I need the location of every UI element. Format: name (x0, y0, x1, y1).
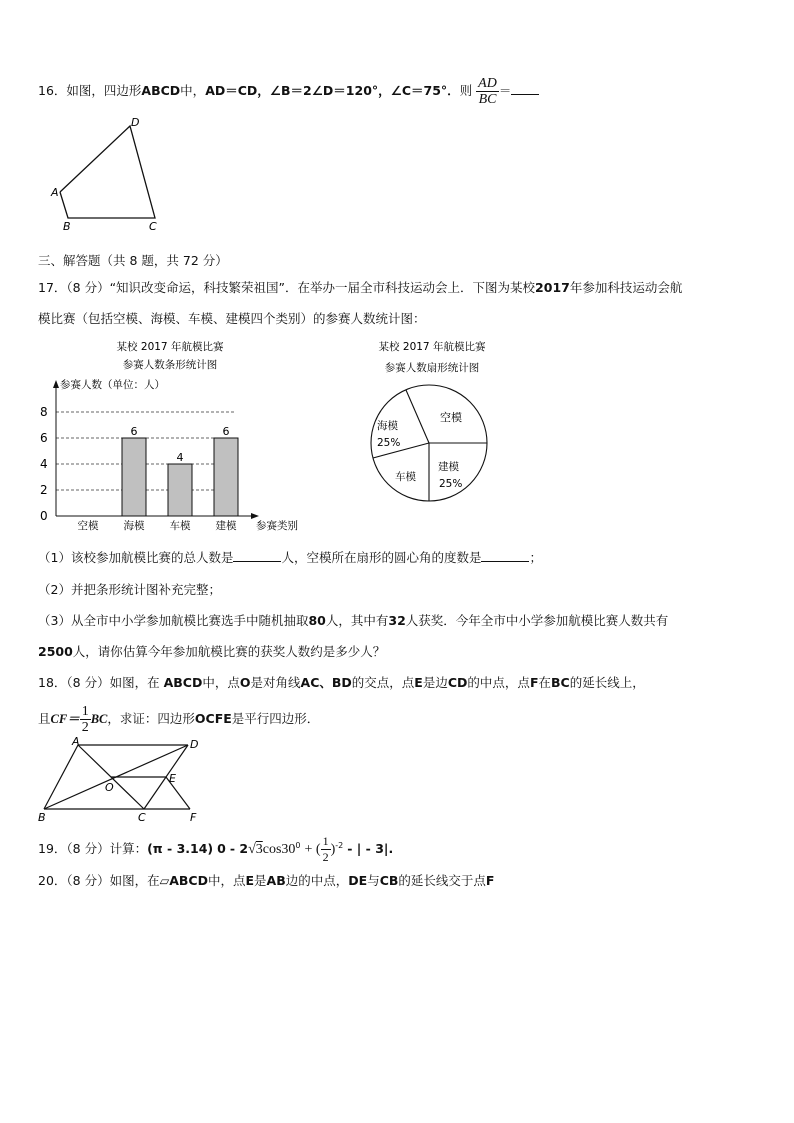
q19-fraction: $\frac{1}{2}$ (322, 834, 329, 865)
section-heading: 三、解答题（共 8 题，共 72 分） (38, 253, 228, 268)
q17-line2: 模比赛（包括空模、海模、车模、建模四个类别）的参赛人数统计图： (38, 311, 426, 326)
pie-label-chemo: 车模 (395, 471, 416, 483)
q17-sub2: （2）并把条形统计图补充完整； (38, 582, 221, 597)
q18-fraction: $\frac{1}{2}$ (81, 704, 89, 735)
q17-line1: 17．（8 分）“知识改变命运，科技繁荣祖国”．在举办一届全市科技运动会上．下图为某校2017年参加科技运动会航 (38, 280, 683, 295)
label-d: D (131, 116, 140, 129)
pie-label-kongmo: 空模 (440, 411, 462, 424)
bar-chart-ylabel: 参赛人数（单位：人） (60, 379, 165, 391)
bar-chart-yticks (40, 405, 48, 523)
label-b: B (63, 220, 71, 230)
q16-answer-blank (511, 94, 539, 95)
label-e: E (169, 772, 176, 785)
bar-data-label: 6 (222, 425, 230, 438)
category-label: 车模 (169, 520, 191, 532)
bar-chart (30, 334, 320, 534)
q17-sub3-line1: （3）从全市中小学参加航模比赛选手中随机抽取80人，其中有32人获奖．今年全市中小学参加航模比赛人数共有 (38, 613, 669, 628)
q17-sub3-line2: 2500人，请你估算今年参加航模比赛的获奖人数约是多少人？ (38, 644, 386, 659)
label-f: F (190, 811, 197, 823)
label-c: C (149, 220, 157, 230)
x-axis-arrow (251, 513, 259, 519)
q16-fraction: $\frac{AD}{BC}$ (478, 76, 497, 107)
pie-pct-jianmo: 25% (439, 478, 463, 490)
category-label: 建模 (215, 520, 237, 532)
label-b: B (38, 811, 46, 823)
q18-parallelogram-figure (34, 735, 214, 823)
bar-chart-subtitle: 参赛人数条形统计图 (122, 359, 218, 371)
label-c: C (138, 811, 146, 823)
pie-chart-subtitle: 参赛人数扇形统计图 (384, 362, 480, 374)
bar (214, 438, 238, 516)
bar-chart-categories (78, 519, 237, 532)
bar-data-label: 6 (130, 425, 138, 438)
bar-chart-title: 某校 2017 年航模比赛 (116, 341, 224, 353)
q20-line: 20．（8 分）如图，在▱ABCD中，点E是AB边的中点，DE与CB的延长线交于点F (38, 873, 495, 888)
segment-ab (44, 745, 78, 809)
pie-label-haimo: 海模 (377, 420, 398, 432)
q17-blank-total (233, 561, 281, 562)
pie-divider-top (406, 390, 429, 443)
y-tick-label: 4 (40, 457, 48, 471)
bar (122, 438, 146, 516)
pie-chart (360, 334, 510, 504)
q18-line1: 18．（8 分）如图，在 ABCD中，点O是对角线AC、BD的交点，点E是边CD的中点，点F在BC的延长线上， (38, 675, 645, 690)
quadrilateral-abcd (60, 126, 155, 218)
q16-quadrilateral-figure (40, 112, 170, 230)
pie-pct-haimo: 25% (377, 437, 401, 449)
q17-sub1: （1）该校参加航模比赛的总人数是 人，空模所在扇形的圆心角的度数是 ； (38, 550, 542, 565)
category-label: 海模 (123, 520, 145, 532)
bar-chart-bars (122, 425, 238, 516)
q17-blank-angle (481, 561, 529, 562)
category-label: 空模 (77, 520, 99, 532)
label-a: A (72, 735, 80, 748)
y-tick-label: 0 (40, 509, 48, 523)
q19-line: 19．（8 分）计算：(π - 3.14) $0 - 2√3\cos 30^0$ + ( $\frac{1}{2}$ )$^{-2}$ - | - 3|. (38, 834, 394, 865)
y-tick-label: 2 (40, 483, 48, 497)
pie-label-jianmo: 建模 (438, 461, 459, 473)
label-d: D (190, 738, 199, 751)
q18-line2: 且CF＝ $\frac{1}{2}$ BC，求证：四边形OCFE是平行四边形． (38, 704, 320, 735)
bar-data-label: 4 (176, 451, 184, 464)
y-tick-label: 8 (40, 405, 48, 419)
y-tick-label: 6 (40, 431, 48, 445)
bar-chart-xlabel: 参赛类别 (256, 520, 298, 532)
label-a: A (51, 186, 59, 199)
bar (168, 464, 192, 516)
sqrt-symbol: √3 (248, 842, 263, 858)
label-o: O (105, 781, 114, 794)
q16-text: 16．如图，四边形ABCD中，AD＝CD，∠B＝2∠D＝120°，∠C＝75°．则 $\frac{AD}{BC}$ ＝ (38, 76, 539, 107)
y-axis-arrow (53, 380, 59, 388)
pie-chart-title: 某校 2017 年航模比赛 (378, 341, 486, 353)
